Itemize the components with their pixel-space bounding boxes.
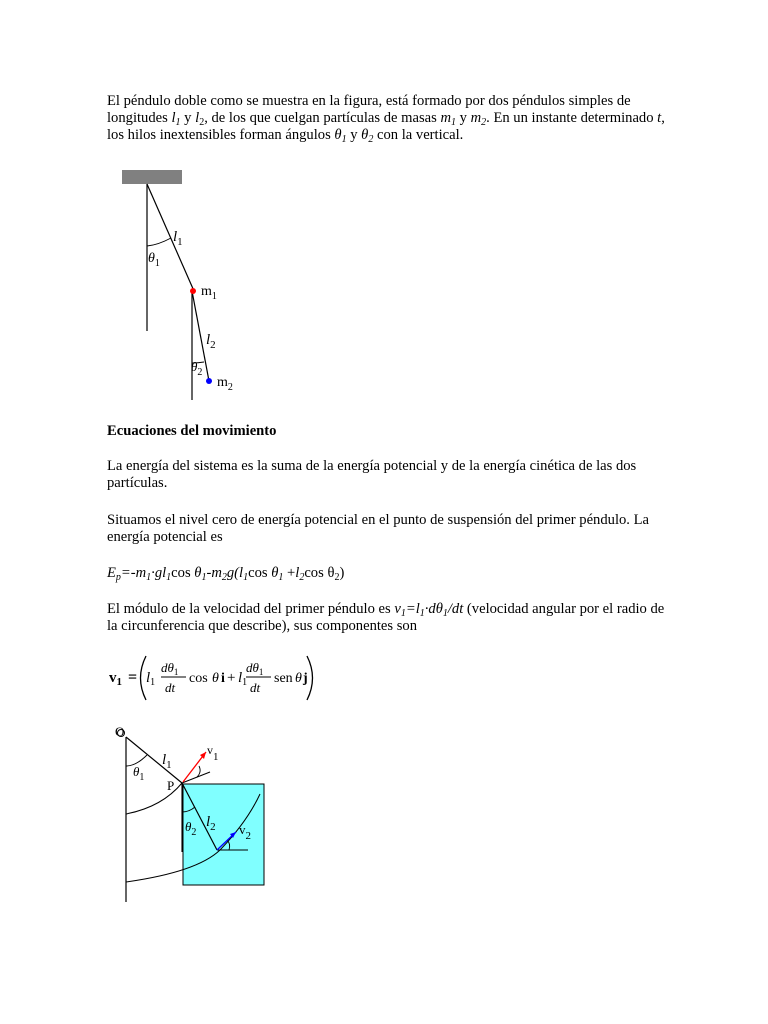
section-heading: Ecuaciones del movimiento (107, 423, 277, 439)
label-theta2: $\theta_2$ (185, 819, 197, 838)
svg-text:dθ1: $d\theta_1$ (246, 660, 264, 677)
label-m2: $m_2$ (217, 375, 233, 393)
label-v2: $v_2$ (239, 822, 251, 842)
svg-text:dt: dt (165, 680, 176, 695)
string-l1 (147, 184, 194, 291)
svg-text:θ: θ (295, 671, 302, 686)
label-l2: $l_2$ (206, 332, 216, 351)
label-theta1: $\theta_1$ (148, 251, 160, 269)
double-pendulum-figure (110, 167, 270, 402)
svg-text:+: + (227, 670, 236, 686)
svg-text:i: i (221, 671, 225, 686)
svg-text:dt: dt (250, 680, 261, 695)
svg-text:l1: $l_1$ (238, 670, 248, 688)
svg-text:=: = (128, 669, 138, 686)
angle-arc-v1 (197, 766, 200, 777)
energy-paragraph: La energía del sistema es la suma de la energía potencial y de la energía cinética de las dos partículas. (107, 458, 637, 491)
ceiling-support (122, 170, 182, 184)
svg-text:sen: sen (274, 671, 293, 686)
svg-text:l1: $l_1$ (146, 670, 156, 688)
svg-text:j: j (303, 671, 308, 686)
label-theta2: $\theta_2$ (191, 359, 203, 378)
svg-text:cos: cos (189, 671, 208, 686)
label-theta1: $\theta_1$ (133, 764, 145, 783)
angle-arc-theta1 (147, 238, 171, 246)
velocity-paragraph: El módulo de la velocidad del primer péndulo es $v_1=l_1\cdot d\theta_1/dt$ (velocidad angular por el radio de la circunferencia que describe), sus componentes son (107, 601, 665, 634)
zero-level-paragraph: Situamos el nivel cero de energía potencial en el punto de suspensión del primer péndulo. La energía potencial es (107, 512, 649, 545)
label-m1: $m_1$ (201, 284, 217, 302)
label-P: P (167, 778, 175, 793)
mass-1-dot (190, 288, 196, 294)
label-O: O (114, 736, 115, 737)
mass-2-dot (206, 378, 212, 384)
label-l1: $l_1$ (162, 752, 172, 771)
svg-text:v1: $v_1$ (109, 670, 122, 688)
label-O-visible: O (115, 724, 125, 739)
velocity-equation (106, 652, 326, 704)
label-l1: $l_1$ (173, 229, 183, 248)
svg-text:dθ1: $d\theta_1$ (161, 660, 179, 677)
potential-energy-formula: $E_p=-m_1\cdot gl_1\cos$ $\theta_1-m_2g(l_1\cos$ $\theta_1 +l_2\cos$ $\theta_2$) (107, 565, 345, 583)
label-v1: v1 (207, 743, 219, 763)
intro-paragraph: El péndulo doble como se muestra en la figura, está formado por dos péndulos simples de longitudes $l_1$ y $l_2$, de los que cuelgan partículas de masas $m_1$ y $m_2$. En un instante determinado t, los hilos inextensibles forman ángulos $\theta_1$ y $\theta_2$ con la vertical. (107, 93, 665, 145)
velocity-diagram-figure (112, 722, 292, 912)
label-l2: $l_2$ (206, 814, 216, 833)
svg-text:θ: θ (212, 671, 219, 686)
